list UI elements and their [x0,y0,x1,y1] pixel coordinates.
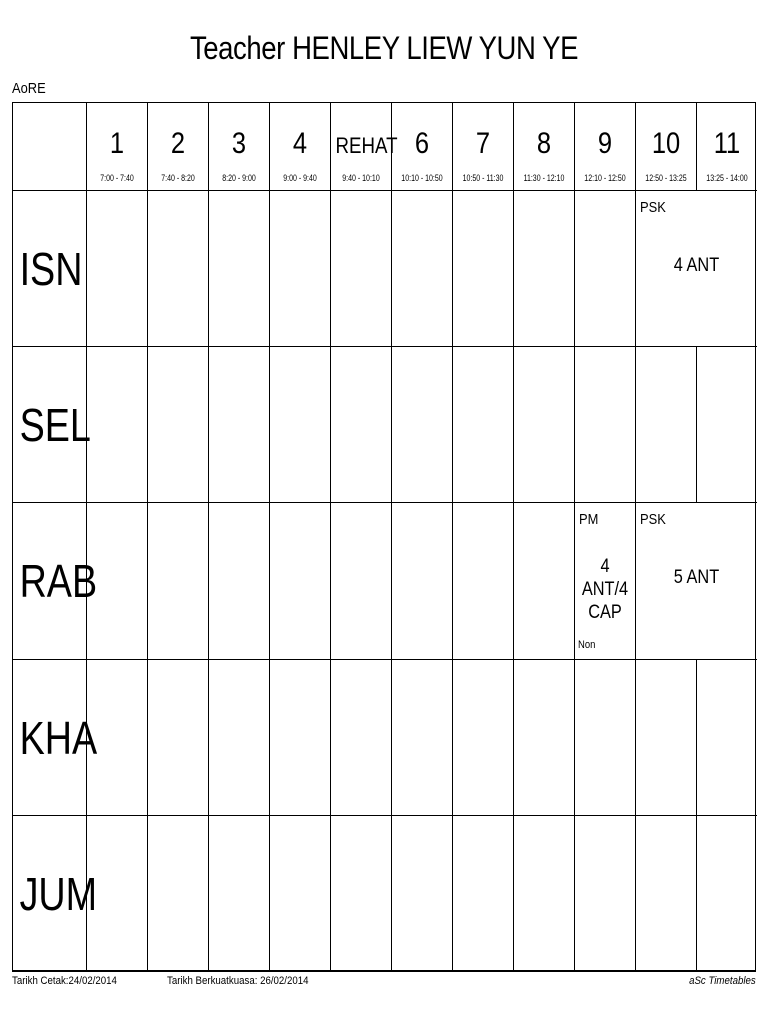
timetable-cell [575,660,636,816]
timetable-grid [12,102,756,972]
period-number: 11 [713,127,741,160]
period-header-rehat [331,103,398,191]
period-time: 12:50 - 13:25 [645,173,687,183]
print-date: Tarikh Cetak:24/02/2014 [12,975,117,987]
timetable-cell [270,191,331,347]
timetable-cell [331,347,392,503]
timetable-cell [514,503,575,660]
timetable-cell [87,816,148,971]
timetable-cell [453,660,514,816]
timetable-cell [514,816,575,971]
lesson-subject: PSK [640,199,666,216]
timetable-cell [270,660,331,816]
period-number: REHAT [335,133,398,158]
timetable-cell [209,660,270,816]
period-time: 11:30 - 12:10 [523,173,565,183]
timetable-cell [697,660,757,816]
period-number: 3 [231,127,247,160]
timetable-cell [87,660,148,816]
period-number: 7 [475,127,491,160]
timetable-cell [87,191,148,347]
timetable-cell [209,191,270,347]
day-header-sel [13,347,91,503]
software-credit: aSc Timetables [689,975,756,987]
timetable-cell [453,816,514,971]
timetable-cell [453,503,514,660]
day-header-rab [13,503,98,660]
period-header-7 [453,103,514,191]
period-header-4 [270,103,331,191]
period-number: 8 [536,127,552,160]
day-label: KHA [19,711,98,764]
timetable-cell [87,503,148,660]
period-time: 7:00 - 7:40 [100,173,134,183]
timetable-cell [453,191,514,347]
timetable-cell [331,816,392,971]
page-title: Teacher HENLEY LIEW YUN YE [189,30,579,66]
timetable-cell [697,347,757,503]
timetable-cell [331,503,392,660]
day-header-kha [13,660,98,816]
day-header-isn [13,191,87,347]
day-header-jum [13,816,98,971]
period-header-8 [514,103,575,191]
lesson-class: 5 ANT [673,567,720,588]
timetable-cell [148,816,209,971]
period-time: 9:40 - 10:10 [342,173,380,183]
period-header-1 [87,103,148,191]
period-time: 9:00 - 9:40 [283,173,317,183]
timetable-cell [636,816,697,971]
timetable-cell [392,503,453,660]
period-number: 2 [170,127,186,160]
timetable-cell [392,191,453,347]
lesson-class-line: 4 ANT/4 [581,556,629,600]
school-name: AoRE [12,80,46,97]
timetable-cell [514,660,575,816]
period-number: 9 [597,127,613,160]
timetable-cell [392,660,453,816]
timetable-cell [636,660,697,816]
timetable-cell [697,816,757,971]
timetable-cell [148,660,209,816]
period-time: 13:25 - 14:00 [706,173,748,183]
lesson-rab-pm [575,503,636,660]
timetable-cell [453,347,514,503]
period-number: 6 [414,127,430,160]
day-label: JUM [19,867,98,920]
timetable-cell [575,191,636,347]
lesson-rab-psk [636,503,757,660]
timetable-cell [148,503,209,660]
timetable-cell [209,503,270,660]
effective-date: Tarikh Berkuatkuasa: 26/02/2014 [167,975,309,987]
day-label: SEL [19,398,91,451]
timetable-cell [331,660,392,816]
timetable-cell [575,347,636,503]
timetable-cell [270,347,331,503]
lesson-subject: PM [579,511,599,528]
lesson-subject: PSK [640,511,666,528]
timetable-cell [392,347,453,503]
timetable-cell [331,191,392,347]
timetable-cell [270,503,331,660]
day-label: RAB [19,555,98,607]
period-header-10 [636,103,697,191]
corner-cell [13,103,87,191]
timetable-cell [148,191,209,347]
lesson-room: Non [578,639,596,651]
period-header-3 [209,103,270,191]
lesson-isn-psk [636,191,757,347]
period-time: 10:10 - 10:50 [401,173,443,183]
period-number: 10 [651,127,681,160]
timetable-cell [514,191,575,347]
timetable-cell [148,347,209,503]
period-header-9 [575,103,636,191]
timetable-cell [392,816,453,971]
period-number: 1 [109,127,125,160]
timetable-cell [514,347,575,503]
period-time: 10:50 - 11:30 [462,173,504,183]
lesson-class-line: CAP [588,602,622,623]
period-header-2 [148,103,209,191]
timetable-cell [270,816,331,971]
period-number: 4 [292,127,308,160]
timetable-cell [209,816,270,971]
timetable-cell [575,816,636,971]
period-header-6 [392,103,453,191]
timetable-cell [636,347,697,503]
day-label: ISN [19,242,83,295]
period-time: 8:20 - 9:00 [222,173,256,183]
lesson-class: 4 ANT [673,255,720,276]
period-time: 7:40 - 8:20 [161,173,195,183]
timetable-cell [87,347,148,503]
period-time: 12:10 - 12:50 [584,173,626,183]
lesson-class [579,555,631,624]
timetable-cell [209,347,270,503]
period-header-11 [697,103,757,191]
